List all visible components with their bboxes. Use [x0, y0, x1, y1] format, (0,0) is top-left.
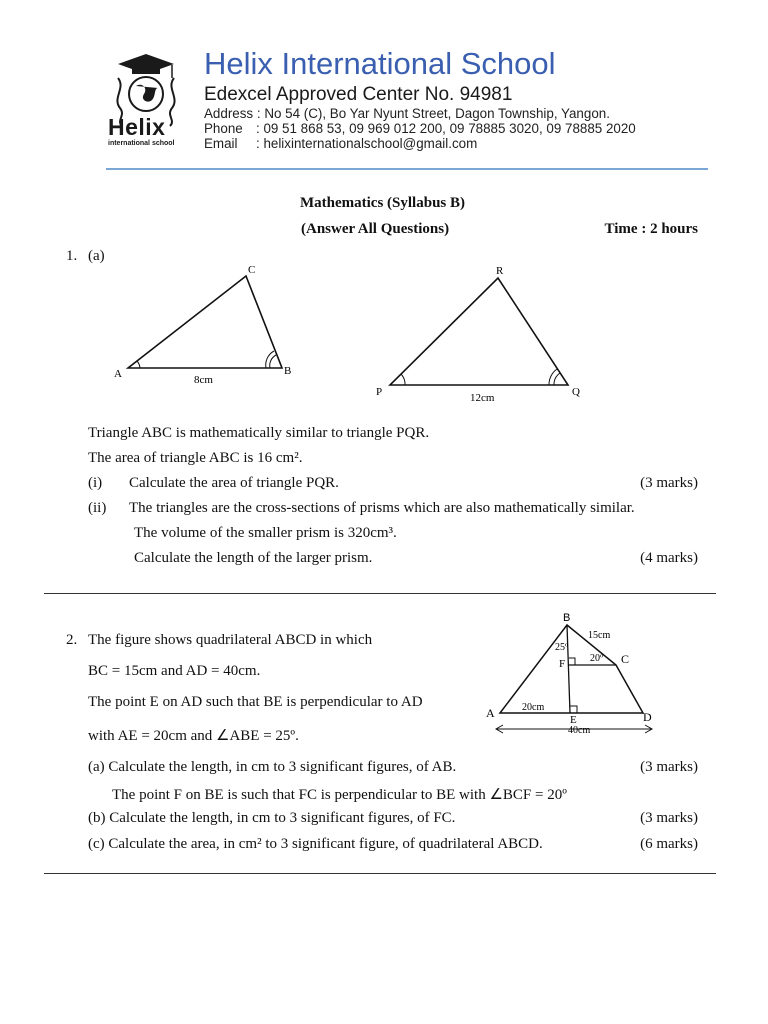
q1-ii-text: The triangles are the cross-sections of prisms which are also mathematically similar. — [129, 500, 635, 516]
label-q: Q — [572, 386, 580, 398]
quadrilateral-abcd — [500, 625, 643, 713]
question-separator — [44, 873, 716, 874]
phone-text: : 09 51 868 53, 09 969 012 200, 09 78885 3020, 09 78885 2020 — [256, 121, 636, 136]
label-ad-length: 40cm — [568, 725, 591, 736]
q2-b-marks: (3 marks) — [640, 810, 698, 826]
label-angle-25: 25º — [555, 642, 569, 653]
email-label: Email — [204, 136, 238, 151]
q1-line2: The area of triangle ABC is 16 cm². — [88, 450, 303, 466]
q1-part: (a) — [88, 248, 105, 264]
q1-line1: Triangle ABC is mathematically similar to triangle PQR. — [88, 425, 430, 441]
label-c: C — [248, 264, 256, 276]
q2-c-marks: (6 marks) — [640, 836, 698, 852]
label-ab-length: 8cm — [194, 374, 213, 386]
triangle-abc — [128, 276, 282, 368]
q2-figure — [484, 608, 674, 736]
q2-b-text: (b) Calculate the length, in cm to 3 significant figures, of FC. — [88, 810, 456, 826]
phone-line — [204, 121, 636, 136]
school-name: Helix International School — [204, 46, 556, 81]
header-divider — [106, 168, 708, 170]
q1-number: 1. — [66, 248, 78, 264]
q2-number: 2. — [66, 632, 78, 648]
logo-subtext: international school — [108, 140, 175, 147]
q2-line1: The figure shows quadrilateral ABCD in which — [88, 632, 373, 648]
q2-a-marks: (3 marks) — [640, 759, 698, 775]
triangle-pqr — [390, 278, 568, 385]
exam-instruction: (Answer All Questions) — [301, 221, 450, 237]
center-number: Edexcel Approved Center No. 94981 — [204, 84, 513, 105]
q2-line4: with AE = 20cm and ∠ABE = 25º. — [88, 728, 299, 744]
q1-ii-line2: The volume of the smaller prism is 320cm³. — [134, 525, 397, 541]
address-text: No 54 (C), Bo Yar Nyunt Street, Dagon Township, Yangon. — [264, 106, 610, 121]
q2-line2: BC = 15cm and AD = 40cm. — [88, 663, 261, 679]
email-line — [204, 136, 477, 151]
q1-i-text: Calculate the area of triangle PQR. — [129, 475, 339, 491]
q1-ii-label: (ii) — [88, 500, 107, 516]
q1-i-label: (i) — [88, 475, 103, 491]
address-line — [204, 106, 610, 121]
label-b: B — [563, 612, 571, 624]
label-a: A — [114, 368, 122, 380]
label-c: C — [621, 652, 630, 666]
label-bc-length: 15cm — [588, 630, 611, 641]
q2-f-text: The point F on BE is such that FC is perpendicular to BE with ∠BCF = 20º — [112, 787, 567, 803]
line-be — [567, 625, 570, 713]
label-p: P — [376, 386, 383, 398]
q1-figure — [0, 258, 768, 408]
address-label: Address : — [204, 106, 261, 121]
label-e: E — [570, 714, 577, 726]
q2-c-text: (c) Calculate the area, in cm² to 3 significant figure, of quadrilateral ABCD. — [88, 836, 543, 852]
label-b: B — [284, 365, 292, 377]
q2-a-text: (a) Calculate the length, in cm to 3 significant figures, of AB. — [88, 759, 457, 775]
q2-line3: The point E on AD such that BE is perpendicular to AD — [88, 694, 423, 710]
q1-ii-marks: (4 marks) — [640, 550, 698, 566]
exam-title: Mathematics (Syllabus B) — [300, 195, 465, 211]
label-pq-length: 12cm — [470, 392, 495, 404]
q1-ii-line3: Calculate the length of the larger prism. — [134, 550, 373, 566]
label-d: D — [643, 710, 652, 724]
label-r: R — [496, 265, 504, 277]
exam-time: Time : 2 hours — [604, 221, 698, 237]
phone-label: Phone — [204, 121, 243, 136]
email-text: : helixinternationalschool@gmail.com — [256, 136, 478, 151]
label-angle-20: 20º — [590, 653, 604, 664]
label-f: F — [559, 658, 566, 670]
label-a: A — [486, 706, 495, 720]
q1-i-marks: (3 marks) — [640, 475, 698, 491]
logo-text: Helix — [108, 114, 166, 140]
school-logo — [104, 48, 188, 152]
question-separator — [44, 593, 716, 594]
label-ae-length: 20cm — [522, 702, 545, 713]
